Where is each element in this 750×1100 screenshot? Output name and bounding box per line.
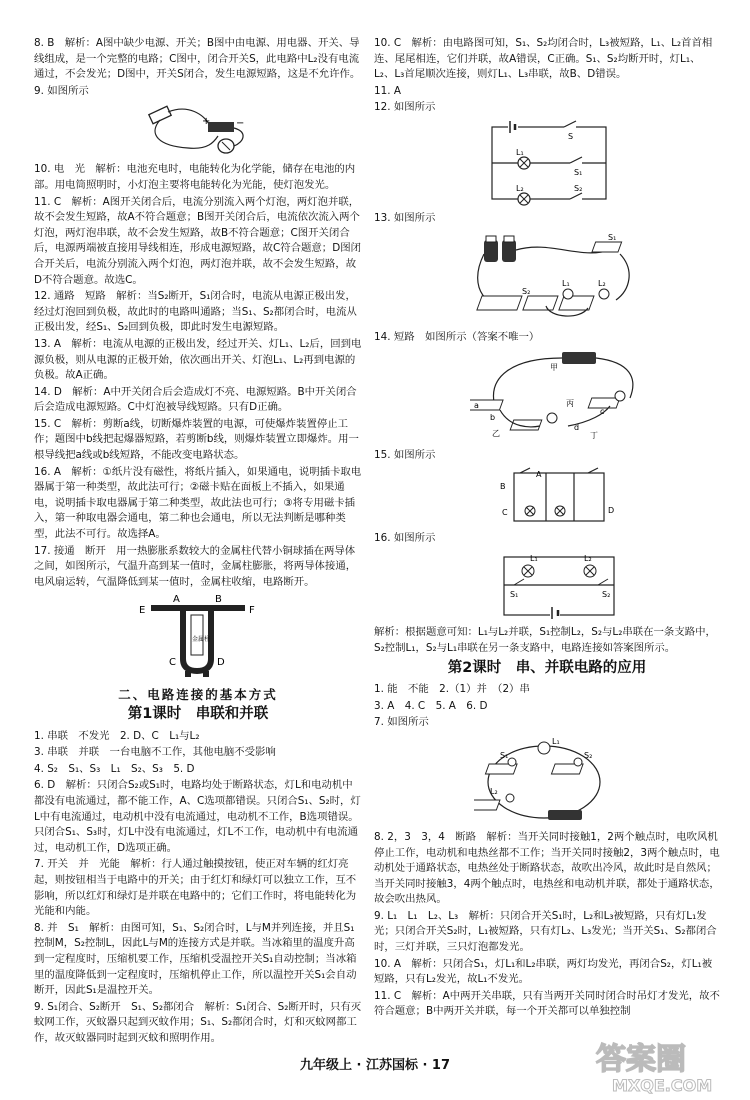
left-column [34, 36, 362, 1047]
lesson1-answer-9: 9. S₁闭合、S₂断开 S₁、S₂都闭合 解析：S₁闭合、S₂断开时，只有灭蚊网工作，灭蚊器只起到灭蚊作用；S₁、S₂都闭合时，灯和灭蚊网都工作，故灭蚊器同时起到灭蚊和照明作用。 [34, 1000, 362, 1044]
right-column [374, 36, 720, 1021]
svg-text:+: + [202, 116, 211, 128]
label-s2-d: S₂ [584, 750, 593, 760]
label-A: A [536, 469, 542, 479]
label-l1-b: L₁ [562, 278, 570, 288]
label-a: A [173, 594, 180, 606]
label-s1-d: S₁ [500, 750, 509, 760]
label-D: D [608, 505, 615, 515]
answer-10: 10. 电 光 解析：电池充电时，电能转化为化学能，储存在电池的内部。用电筒照明时，小灯泡主要将电能转化为光能，使灯泡发光。 [34, 163, 356, 191]
label-f: F [249, 605, 255, 617]
svg-text:MXQE.COM: MXQE.COM [612, 1076, 713, 1095]
figure-14-circuit [470, 348, 650, 444]
answer-r16: 16. 如图所示 [374, 531, 436, 544]
answer-r12: 12. 如图所示 [374, 101, 436, 114]
lesson2-answer-11: 11. C 解析：A中两开关串联，只有当两开关同时闭合时吊灯才发光，故不符合题意；B中两开关并联，每一个开关都可以单独控制 [374, 989, 720, 1018]
answer-14: 14. D 解析：A中开关闭合后会造成灯不亮、电源短路。B中开关闭合后会造成电源短路。C中灯泡被导线短路。只有D正确。 [34, 385, 357, 414]
lesson1-answer-8: 8. 并 S₁ 解析：由图可知，S₁、S₂闭合时，L与M并列连接，并且S₁控制M，S₂控制L，因此L与M的连接方式是并联。当冰箱里的温度升高到一定程度时，压缩机要工作，压缩机受温控开关S₁自动控制；当冰箱里的温度降低到一定程度时，压缩机停止工作，所以温控开关S₁会自动断开，因此S₁是温控开关。 [34, 921, 357, 997]
label-s2-c: S₂ [602, 590, 611, 600]
figure-16-circuit [494, 549, 624, 621]
lesson2-answer-3: 3. A 4. C 5. A 6. D [374, 699, 488, 712]
label-l1-d: L₁ [552, 736, 560, 746]
label-l2-d: L₂ [490, 786, 498, 796]
answer-12: 12. 通路 短路 解析：当S₂断开，S₁闭合时，电流从电源正极出发，经过灯泡回到负极，故此时的电路叫通路；当S₁、S₂都闭合时，电流从正极出发，经S₁、S₂回到负极，即此时发生电源短路。 [34, 290, 357, 334]
label-B: B [500, 481, 506, 491]
lesson2-answer-9: 9. L₁ L₁ L₂、L₃ 解析：只闭合开关S₁时，L₂和L₃被短路，只有灯L₁发光；只闭合开关S₂时，L₁被短路，只有灯L₂、L₃发光；当开关S₁、S₂都闭合时，三灯并联，三只灯泡都发光。 [374, 909, 717, 954]
answer-r14: 14. 短路 如图所示（答案不唯一） [374, 330, 540, 343]
label-d: d [574, 423, 580, 433]
answer-9: 9. 如图所示 [34, 84, 89, 97]
answer-r13: 13. 如图所示 [374, 211, 436, 224]
answer-8: 8. B 解析：A图中缺少电源、开关；B图中由电源、用电器、开关、导线组成，是一个完整的电路；C图中，闭合开关S，此电路中L₂没有电流通过，不会发光；D图中，开关S闭合，发生电源短路，这是不允许作。 [34, 37, 361, 81]
answer-r10: 10. C 解析：由电路图可知，S₁、S₂均闭合时，L₃被短路，L₁、L₂首首相连、尾尾相连，它们并联，故A错误，C正确。S₁、S₂均断开时，灯L₁、L₂、L₃首尾顺次连接，则灯L₁、L₃串联，故B、D错误。 [374, 37, 713, 81]
label-d: D [217, 657, 225, 669]
figure-13-circuit [470, 230, 640, 326]
lesson-1-title: 第1课时 串联和并联 [127, 706, 269, 722]
label-s1-c: S₁ [510, 590, 519, 600]
figure-9-circuit [138, 102, 258, 158]
label-ding: 丁 [590, 431, 598, 441]
lesson1-answer-3: 3. 串联 并联 一台电脑不工作，其他电脑不受影响 [34, 746, 276, 759]
label-l1: L₁ [516, 147, 524, 157]
label-s1: S₁ [574, 167, 583, 177]
label-s2: S₂ [574, 183, 583, 193]
figure-12-circuit [484, 119, 614, 207]
label-b: b [490, 413, 496, 423]
label-s1-b: S₁ [608, 232, 617, 242]
label-c: c [600, 407, 605, 417]
lesson1-answer-6: 6. D 解析：只闭合S₂或S₁时，电路均处于断路状态，灯L和电动机中都没有电流通过，都不能工作，A、C选项都错误。只闭合S₁、S₂时，灯L中有电流通过，电动机中没有电流通过，电动机不工作，B选项错误。只闭合S₁、S₃时，灯L中没有电流通过，灯L不工作，电动机中有电流通过，电动机工作，D选项正确。 [34, 779, 361, 854]
watermark-logo [590, 1035, 730, 1097]
svg-text:答案圈: 答案圈 [596, 1042, 686, 1077]
label-metal-column: 金属柱 [192, 636, 211, 644]
label-l2: L₂ [516, 183, 524, 193]
lesson1-answer-1: 1. 串联 不发光 2. D、C L₁与L₂ [34, 729, 200, 742]
lesson2-answer-7: 7. 如图所示 [374, 716, 429, 729]
answer-r11: 11. A [374, 84, 401, 97]
lesson1-answer-4: 4. S₂ S₁、S₃ L₁ S₂、S₃ 5. D [34, 762, 195, 775]
figure-7-circuit [474, 734, 624, 826]
label-l2-c: L₂ [584, 554, 592, 564]
answer-16: 16. A 解析：①纸片没有磁性，将纸片插入，如果通电，说明插卡取电器属于第一种类型，故此法可行；②磁卡贴在面板上不插入，如果通电，说明插卡取电器属于第二种类型，故此法也可行；③将专用磁卡插入，第一种取电器会通电，第二种也会通电，所以无法判断是哪种类型，此法不可行。故选择A。 [34, 465, 362, 541]
answer-11: 11. C 解析：A图开关闭合后，电流分别流入两个灯泡，两灯泡并联，故不会发生短路，故A不符合题意；B图开关闭合后，电流依次流入两个灯泡，两灯泡串联，故不会发生短路，故B不符合题意；C图开关闭合后，电源两端被直接用导线相连，形成电源短路，故C符合题意；D图闭合开关后，电流分别流入两个灯泡，两灯泡并联，故不会发生短路，故D不符合题意。故选C。 [34, 195, 361, 286]
answer-13: 13. A 解析：电流从电源的正极出发，经过开关、灯L₁、L₂后，回到电源负极，则从电源的正极开始，依次画出开关、灯泡L₁、L₂再到电源的负极。故A正确。 [34, 337, 362, 382]
lesson2-answer-1: 1. 能 不能 2.（1）并 （2）串 [374, 683, 530, 696]
figure-17-thermal-switch [133, 593, 263, 679]
label-C: C [502, 507, 508, 517]
answer-17: 17. 接通 断开 用一热膨胀系数较大的金属柱代替小铜球插在两导体之间，如图所示，气温升高到某一值时，金属柱膨胀，将两导体接通，电风扇运转，气温降低到某一值时，金属柱收缩，电路断开。 [34, 544, 357, 588]
label-bing: 丙 [566, 399, 574, 409]
answer-15: 15. C 解析：剪断a线，切断爆炸装置的电源，可使爆炸装置停止工作；题图中b线把起爆器短路，若剪断b线，则爆炸装置立即爆炸。用一根导线把a线或b线短路，不能改变电路状态。 [34, 417, 359, 462]
answer-r15: 15. 如图所示 [374, 449, 436, 462]
label-s2-b: S₂ [522, 286, 531, 296]
label-a: a [474, 401, 479, 411]
lesson1-answer-7: 7. 开关 并 光能 解析：行人通过触摸按钮，使正对车辆的红灯亮起，则按钮相当于电路中的开关；由于红灯和绿灯可以独立工作，互不影响，所以红灯和绿灯是并联在电路中的；它们工作时，将电能转化为光能和内能。 [34, 858, 357, 918]
lesson2-answer-8: 8. 2，3 3，4 断路 解析：当开关同时接触1，2两个触点时，电吹风机停止工作，电动机和电热丝都不工作；当开关同时接触2，3两个触点时，电动机处于通路状态，电热丝处于断路状态，故吹出冷风，故此时是自然风；当开关同时接触3，4两个触点时，电热丝和电动机并联，都处于通路状态，故会吹出热风。 [374, 830, 720, 906]
label-jia: 甲 [550, 363, 558, 373]
answer-r16-analysis: 解析：根据题意可知：L₁与L₂并联，S₁控制L₂，S₂与L₂串联在一条支路中，S₂控制L₁，S₂与L₁串联在另一条支路中，电路连接如答案图所示。 [374, 626, 716, 654]
label-s: S [568, 131, 574, 141]
label-l2-b: L₂ [598, 278, 606, 288]
lesson2-answer-10: 10. A 解析：只闭合S₁，灯L₁和L₂串联，两灯均发光，再闭合S₂，灯L₁被短路，只有L₂发光，故L₁不发光。 [374, 957, 713, 986]
page-footer: 九年级上 · 江苏国标 · 17 [299, 1058, 451, 1073]
svg-text:−: − [236, 118, 245, 130]
label-e: E [139, 605, 146, 617]
figure-15-circuit [494, 467, 624, 527]
section-title: 二、电路连接的基本方式 [118, 687, 278, 703]
label-b: B [215, 594, 222, 606]
label-c: C [169, 657, 176, 669]
label-l1-c: L₁ [530, 554, 538, 564]
lesson-2-title: 第2课时 串、并联电路的应用 [447, 659, 647, 676]
label-yi: 乙 [492, 429, 500, 439]
